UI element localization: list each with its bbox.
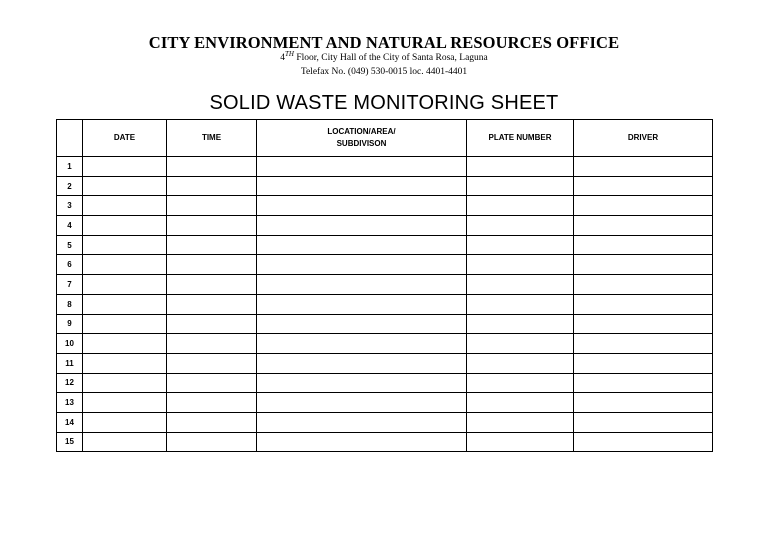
table-row — [57, 334, 713, 354]
plate-number-cell[interactable] — [467, 412, 574, 432]
location-cell[interactable] — [257, 255, 467, 275]
time-cell[interactable] — [167, 314, 257, 334]
time-cell[interactable] — [167, 412, 257, 432]
floor-suffix: TH — [284, 50, 294, 58]
time-cell[interactable] — [167, 216, 257, 236]
row-number: 3 — [57, 196, 83, 216]
location-cell[interactable] — [257, 235, 467, 255]
office-address — [0, 50, 768, 63]
plate-number-cell[interactable] — [467, 235, 574, 255]
table-row — [57, 216, 713, 236]
location-cell[interactable] — [257, 294, 467, 314]
floor-number: 4 — [280, 53, 285, 63]
row-number: 5 — [57, 235, 83, 255]
plate-number-cell[interactable] — [467, 176, 574, 196]
date-cell[interactable] — [83, 176, 167, 196]
driver-cell[interactable] — [574, 314, 713, 334]
date-cell[interactable] — [83, 334, 167, 354]
table-row — [57, 275, 713, 295]
sheet-title: SOLID WASTE MONITORING SHEET — [209, 92, 559, 114]
table-row — [57, 393, 713, 413]
date-cell[interactable] — [83, 373, 167, 393]
plate-number-cell[interactable] — [467, 432, 574, 452]
plate-number-cell[interactable] — [467, 393, 574, 413]
table-row — [57, 353, 713, 373]
location-cell[interactable] — [257, 393, 467, 413]
row-number: 1 — [57, 157, 83, 177]
time-cell[interactable] — [167, 373, 257, 393]
time-cell[interactable] — [167, 334, 257, 354]
plate-number-cell[interactable] — [467, 353, 574, 373]
driver-cell[interactable] — [574, 216, 713, 236]
header-row — [57, 120, 713, 157]
row-number: 13 — [57, 393, 83, 413]
plate-number-cell[interactable] — [467, 294, 574, 314]
address-text: Floor, City Hall of the City of Santa Rosa, Laguna — [296, 53, 488, 63]
driver-cell[interactable] — [574, 294, 713, 314]
row-number: 6 — [57, 255, 83, 275]
date-cell[interactable] — [83, 432, 167, 452]
time-cell[interactable] — [167, 157, 257, 177]
plate-number-cell[interactable] — [467, 275, 574, 295]
plate-number-cell[interactable] — [467, 334, 574, 354]
table-row — [57, 235, 713, 255]
telefax-line: Telefax No. (049) 530-0015 loc. 4401-4401 — [300, 67, 468, 77]
date-cell[interactable] — [83, 157, 167, 177]
time-cell[interactable] — [167, 196, 257, 216]
date-cell[interactable] — [83, 216, 167, 236]
date-cell[interactable] — [83, 196, 167, 216]
table-row — [57, 373, 713, 393]
location-cell[interactable] — [257, 334, 467, 354]
row-number: 14 — [57, 412, 83, 432]
row-number: 10 — [57, 334, 83, 354]
location-cell[interactable] — [257, 432, 467, 452]
plate-number-cell[interactable] — [467, 216, 574, 236]
table-row — [57, 412, 713, 432]
monitoring-table — [56, 119, 713, 452]
row-number: 4 — [57, 216, 83, 236]
time-cell[interactable] — [167, 353, 257, 373]
row-number: 15 — [57, 432, 83, 452]
location-cell[interactable] — [257, 275, 467, 295]
driver-cell[interactable] — [574, 373, 713, 393]
table-row — [57, 294, 713, 314]
date-cell[interactable] — [83, 275, 167, 295]
driver-cell[interactable] — [574, 196, 713, 216]
location-header-line1: LOCATION/AREA/ — [327, 127, 396, 136]
plate-number-cell[interactable] — [467, 157, 574, 177]
plate-number-cell[interactable] — [467, 314, 574, 334]
time-cell[interactable] — [167, 294, 257, 314]
row-number: 9 — [57, 314, 83, 334]
driver-cell[interactable] — [574, 334, 713, 354]
table-body — [57, 157, 713, 452]
time-header: TIME — [167, 120, 257, 157]
location-cell[interactable] — [257, 353, 467, 373]
time-cell[interactable] — [167, 176, 257, 196]
table-row — [57, 255, 713, 275]
time-cell[interactable] — [167, 275, 257, 295]
time-cell[interactable] — [167, 432, 257, 452]
date-cell[interactable] — [83, 255, 167, 275]
driver-cell[interactable] — [574, 255, 713, 275]
date-cell[interactable] — [83, 235, 167, 255]
date-header: DATE — [83, 120, 167, 157]
location-header — [257, 120, 467, 157]
time-cell[interactable] — [167, 255, 257, 275]
location-header-line2: SUBDIVISON — [336, 139, 387, 148]
driver-cell[interactable] — [574, 176, 713, 196]
table-row — [57, 176, 713, 196]
location-cell[interactable] — [257, 412, 467, 432]
location-cell[interactable] — [257, 196, 467, 216]
plate-number-cell[interactable] — [467, 196, 574, 216]
row-number-header — [57, 120, 83, 157]
location-cell[interactable] — [257, 373, 467, 393]
date-cell[interactable] — [83, 353, 167, 373]
plate-number-cell[interactable] — [467, 255, 574, 275]
date-cell[interactable] — [83, 314, 167, 334]
date-cell[interactable] — [83, 412, 167, 432]
driver-cell[interactable] — [574, 393, 713, 413]
driver-cell[interactable] — [574, 235, 713, 255]
driver-cell[interactable] — [574, 275, 713, 295]
table-row — [57, 196, 713, 216]
driver-cell[interactable] — [574, 353, 713, 373]
table-row — [57, 157, 713, 177]
row-number: 8 — [57, 294, 83, 314]
row-number: 12 — [57, 373, 83, 393]
date-cell[interactable] — [83, 294, 167, 314]
row-number: 7 — [57, 275, 83, 295]
office-name: CITY ENVIRONMENT AND NATURAL RESOURCES OFFICE — [148, 33, 620, 52]
plate-number-cell[interactable] — [467, 373, 574, 393]
location-cell[interactable] — [257, 216, 467, 236]
time-cell[interactable] — [167, 235, 257, 255]
row-number: 11 — [57, 353, 83, 373]
table-row — [57, 432, 713, 452]
location-cell[interactable] — [257, 314, 467, 334]
date-cell[interactable] — [83, 393, 167, 413]
plate-number-header: PLATE NUMBER — [467, 120, 574, 157]
location-cell[interactable] — [257, 157, 467, 177]
table-row — [57, 314, 713, 334]
driver-cell[interactable] — [574, 432, 713, 452]
driver-cell[interactable] — [574, 412, 713, 432]
driver-header: DRIVER — [574, 120, 713, 157]
driver-cell[interactable] — [574, 157, 713, 177]
location-cell[interactable] — [257, 176, 467, 196]
time-cell[interactable] — [167, 393, 257, 413]
row-number: 2 — [57, 176, 83, 196]
